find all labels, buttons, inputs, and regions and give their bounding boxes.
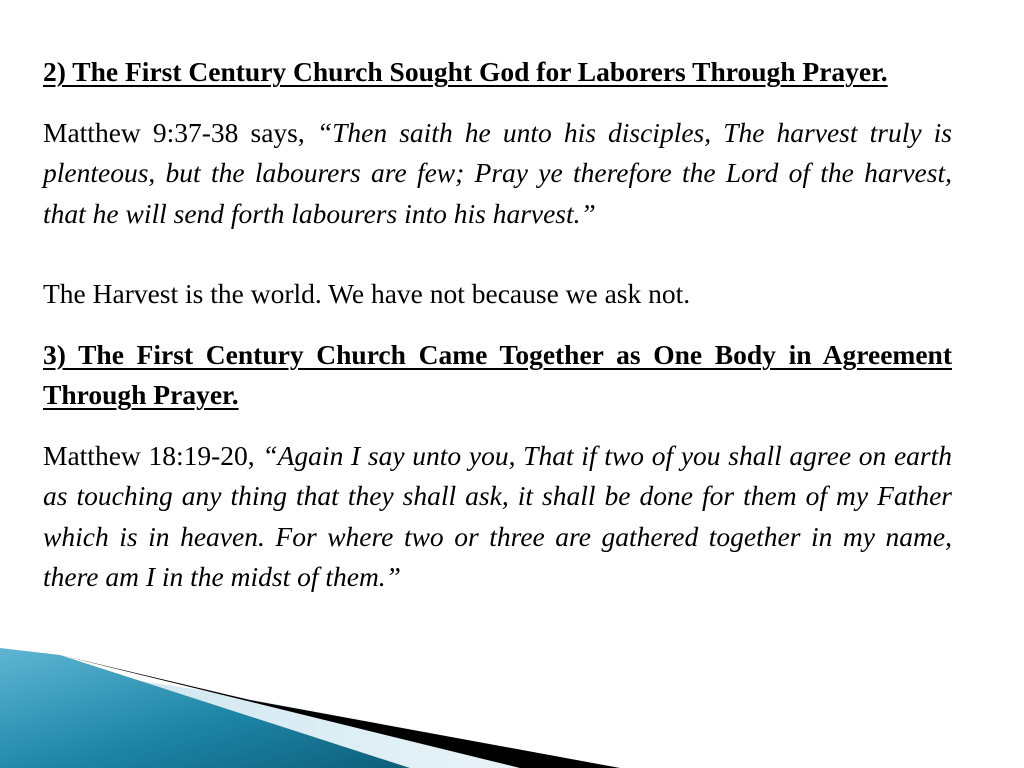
section-2-heading: 2) The First Century Church Sought God for Laborers Through Prayer. bbox=[43, 56, 888, 87]
section-2-quote: “Then saith he unto his disciples, The harvest truly is plenteous, but the labourers are few; Pray ye therefore the Lord of the harvest, that he will send forth labourers into his harvest.” bbox=[43, 116, 952, 229]
teal-swoosh bbox=[0, 648, 410, 768]
section-2-scripture bbox=[43, 113, 952, 235]
section-3-quote: “Again I say unto you, That if two of you shall agree on earth as touching any thing that they shall ask, it shall be done for them of my Father which is in heaven. For where two or three are gathered together in my name, there am I in the midst of them.” bbox=[43, 439, 952, 592]
section-3-reference: Matthew 18:19-20, bbox=[43, 439, 263, 471]
section-3-heading: 3) The First Century Church Came Together as One Body in Agreement Through Prayer. bbox=[43, 338, 952, 410]
slide-body bbox=[43, 52, 952, 618]
section-3-scripture bbox=[43, 436, 952, 598]
black-stripe bbox=[60, 655, 620, 768]
section-2-reference: Matthew 9:37-38 says, bbox=[43, 116, 317, 148]
section-2-note: The Harvest is the world. We have not because we ask not. bbox=[43, 278, 691, 309]
pale-swoosh bbox=[0, 660, 620, 768]
